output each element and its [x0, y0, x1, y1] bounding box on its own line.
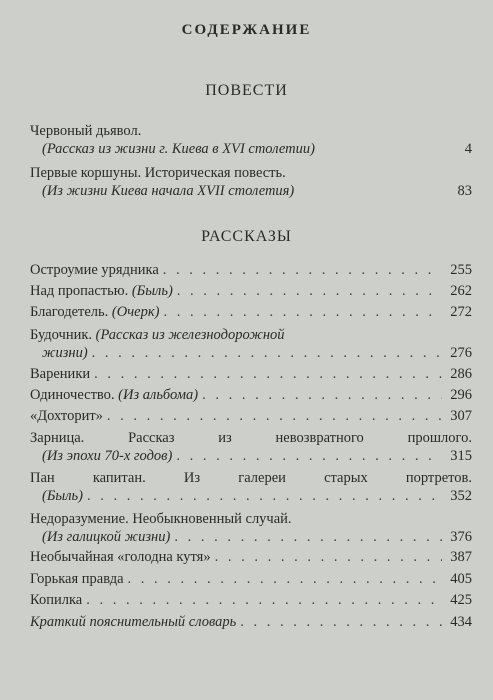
dot-leader	[163, 261, 442, 279]
toc-entry[interactable]	[30, 282, 472, 300]
page-number: 262	[450, 283, 472, 299]
dot-leader	[92, 344, 442, 362]
page-title: СОДЕРЖАНИЕ	[181, 22, 312, 38]
entry-subtitle: (Из галицкой жизни)	[42, 529, 171, 545]
dot-leader	[107, 407, 442, 425]
toc-entry[interactable]	[30, 303, 472, 321]
toc-entry[interactable]	[30, 591, 472, 609]
toc-entry[interactable]	[30, 261, 472, 279]
dot-leader	[86, 591, 442, 609]
page-number: 425	[450, 592, 472, 608]
page-number: 376	[450, 529, 472, 545]
toc-entry[interactable]	[30, 386, 472, 404]
entry-title: Вареники	[30, 366, 91, 382]
entry-subtitle-continued: жизни)	[42, 345, 88, 361]
dot-leader	[128, 570, 442, 588]
entry-title: Над пропастью.	[30, 283, 129, 299]
dot-leader	[174, 528, 442, 546]
entry-title: Краткий пояснительный словарь	[30, 614, 237, 630]
entry-title: Копилка	[30, 592, 83, 608]
section-title-novels: ПОВЕСТИ	[205, 82, 288, 99]
page-number: 286	[450, 366, 472, 382]
page-number: 272	[450, 304, 472, 320]
entry-title: Зарница. Рассказ из невозвратного прошлого.	[30, 430, 472, 446]
page-number: 296	[450, 387, 472, 403]
toc-entry[interactable]	[30, 570, 472, 588]
page-number: 387	[450, 549, 472, 565]
entry-subtitle: (Быль)	[42, 488, 83, 504]
entry-title: Необычайная «голодна кутя»	[30, 549, 211, 565]
section-title-stories: РАССКАЗЫ	[201, 228, 292, 245]
toc-entry[interactable]	[30, 613, 472, 631]
page-number: 405	[450, 571, 472, 587]
dot-leader	[163, 303, 442, 321]
dot-leader	[240, 613, 442, 631]
toc-entry[interactable]	[30, 407, 472, 425]
entry-subtitle: (Очерк)	[111, 304, 160, 320]
toc-entry[interactable]	[30, 429, 472, 465]
entry-title: Недоразумение. Необыкновенный случай.	[30, 511, 292, 527]
page-number: 255	[450, 262, 472, 278]
page-number: 4	[464, 141, 472, 157]
entry-subtitle: (Рассказ из жизни г. Киева в XVI столетии)	[42, 141, 315, 157]
page-number: 83	[457, 183, 472, 199]
entry-subtitle: (Из эпохи 70-х годов)	[42, 448, 173, 464]
page-number: 315	[450, 448, 472, 464]
entry-title: Одиночество.	[30, 387, 115, 403]
toc-entry[interactable]	[30, 365, 472, 383]
toc-entry[interactable]	[30, 469, 472, 505]
dot-leader	[215, 548, 442, 566]
toc-entry[interactable]	[30, 326, 472, 362]
entry-title: Горькая правда	[30, 571, 124, 587]
entry-title: Будочник.	[30, 327, 93, 343]
entry-subtitle: (Из жизни Киева начала XVII столетия)	[42, 183, 295, 199]
dot-leader	[202, 386, 442, 404]
toc-entry[interactable]	[30, 548, 472, 566]
page-number: 352	[450, 488, 472, 504]
entry-title: Остроумие урядника	[30, 262, 159, 278]
entry-title: Пан капитан. Из галереи старых портретов.	[30, 470, 472, 486]
dot-leader	[94, 365, 442, 383]
page-number: 307	[450, 408, 472, 424]
page-number: 276	[450, 345, 472, 361]
toc-entry[interactable]	[30, 510, 472, 546]
entry-subtitle: (Из альбома)	[118, 387, 199, 403]
entry-title: «Дохторит»	[30, 408, 103, 424]
entry-title: Благодетель.	[30, 304, 109, 320]
page-number: 434	[450, 614, 472, 630]
entry-subtitle: (Рассказ из железнодорожной	[95, 327, 285, 343]
entry-title: Червоный дьявол.	[30, 123, 142, 139]
toc-entry[interactable]	[30, 122, 472, 158]
dot-leader	[177, 282, 442, 300]
dot-leader	[87, 487, 442, 505]
toc-entry[interactable]	[30, 164, 472, 200]
entry-subtitle: (Быль)	[131, 283, 173, 299]
dot-leader	[176, 447, 442, 465]
entry-title: Первые коршуны. Историческая повесть.	[30, 165, 286, 181]
